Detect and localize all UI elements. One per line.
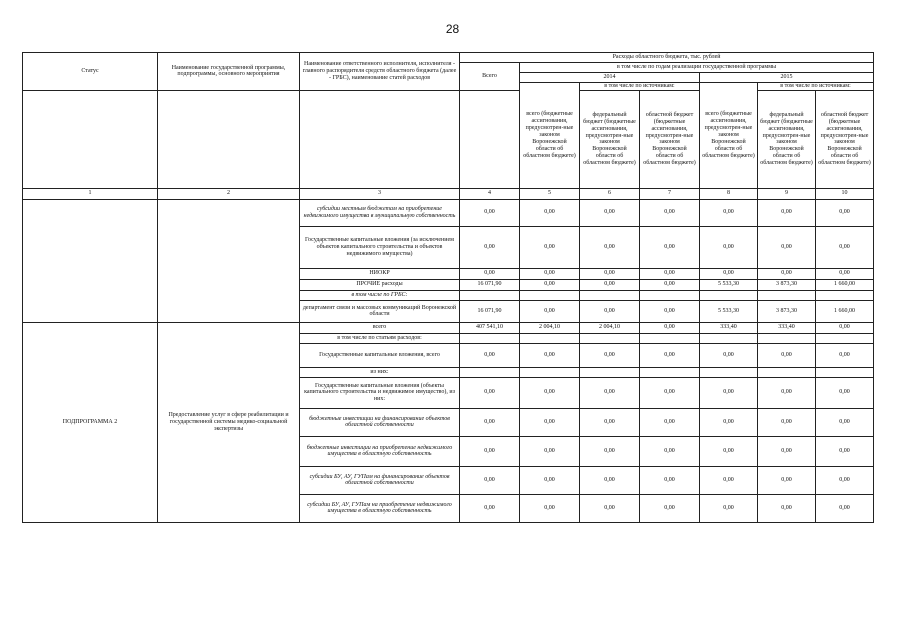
cell-value: 0,00 xyxy=(758,343,816,367)
cell-value: 0,00 xyxy=(580,494,640,522)
cell-value: 0,00 xyxy=(580,377,640,408)
cell-value: 0,00 xyxy=(700,226,758,268)
cell-value: 407 541,10 xyxy=(460,322,520,333)
cell-value: 0,00 xyxy=(460,343,520,367)
cell-empty xyxy=(520,333,580,343)
column-number: 2 xyxy=(158,188,300,199)
cell-value: 0,00 xyxy=(816,322,874,333)
cell-value: 0,00 xyxy=(758,466,816,494)
cell-empty xyxy=(700,333,758,343)
header-sources-2014: в том числе по источникам: xyxy=(580,83,700,91)
cell-value: 0,00 xyxy=(816,268,874,279)
cell-value: 0,00 xyxy=(460,199,520,226)
column-number: 4 xyxy=(460,188,520,199)
cell-value: 0,00 xyxy=(816,466,874,494)
cell-value: 0,00 xyxy=(580,268,640,279)
cell-value: 0,00 xyxy=(520,279,580,290)
cell-value: 0,00 xyxy=(640,343,700,367)
cell-value: 0,00 xyxy=(460,494,520,522)
cell-value: 0,00 xyxy=(758,377,816,408)
cell-value: 0,00 xyxy=(580,436,640,466)
row-label: Государственные капитальные вложения (за исключением объектов капитального строительства и объектов недвижимого имущества) xyxy=(300,226,460,268)
cell-value: 0,00 xyxy=(460,226,520,268)
cell-value: 0,00 xyxy=(758,268,816,279)
cell-value: 0,00 xyxy=(640,322,700,333)
cell-value: 0,00 xyxy=(580,199,640,226)
cell-value: 16 071,90 xyxy=(460,300,520,322)
cell-empty xyxy=(640,333,700,343)
cell-value: 0,00 xyxy=(758,494,816,522)
cell-value: 0,00 xyxy=(816,494,874,522)
cell-value: 0,00 xyxy=(520,466,580,494)
column-number: 1 xyxy=(23,188,158,199)
cell-value: 0,00 xyxy=(460,408,520,436)
header-all-2015: всего (бюджетные ассигнования, предусмотрен-ные законом Воронежской области об областном бюджете) xyxy=(700,83,758,189)
header-expenses-title: Расходы областного бюджета, тыс. рублей xyxy=(460,53,874,63)
header-federal-2014: федеральный бюджет (бюджетные ассигнования, предусмотрен-ные законом Воронежской области об областном бюджете) xyxy=(580,90,640,188)
cell-value: 0,00 xyxy=(520,343,580,367)
row-label: в том числе по статьям расходов: xyxy=(300,333,460,343)
cell-empty xyxy=(460,367,520,377)
table-row xyxy=(23,322,874,333)
header-by-years: в том числе по годам реализации государственной программы xyxy=(520,63,874,73)
cell-value: 0,00 xyxy=(700,494,758,522)
header-total: Всего xyxy=(460,63,520,91)
cell-value: 0,00 xyxy=(700,466,758,494)
header-program-name: Наименование государственной программы, подпрограммы, основного мероприятия xyxy=(158,53,300,91)
cell-value: 0,00 xyxy=(816,343,874,367)
header-regional-2014: областной бюджет (бюджетные ассигнования, предусмотрен-ные законом Воронежской области об областном бюджете) xyxy=(640,90,700,188)
cell-value: 0,00 xyxy=(580,408,640,436)
cell-value: 0,00 xyxy=(816,436,874,466)
cell-value: 0,00 xyxy=(700,268,758,279)
cell-empty xyxy=(640,367,700,377)
header-total-cont xyxy=(460,90,520,188)
column-number: 5 xyxy=(520,188,580,199)
cell-value: 0,00 xyxy=(758,226,816,268)
cell-value: 5 533,30 xyxy=(700,279,758,290)
cell-empty xyxy=(758,290,816,300)
cell-value: 333,40 xyxy=(700,322,758,333)
header-all-2014: всего (бюджетные ассигнования, предусмотрен-ные законом Воронежской области об областном бюджете) xyxy=(520,83,580,189)
cell-value: 0,00 xyxy=(700,377,758,408)
cell-value: 0,00 xyxy=(460,268,520,279)
cell-value: 0,00 xyxy=(460,466,520,494)
cell-empty xyxy=(640,290,700,300)
cell-value: 0,00 xyxy=(758,436,816,466)
name-cell-empty xyxy=(158,199,300,322)
cell-value: 0,00 xyxy=(640,466,700,494)
row-label: субсидии БУ, АУ, ГУПам на приобретение недвижимого имущества в областную собственность xyxy=(300,494,460,522)
cell-value: 0,00 xyxy=(460,436,520,466)
cell-value: 0,00 xyxy=(640,279,700,290)
subprogram-status: ПОДПРОГРАММА 2 xyxy=(23,322,158,522)
cell-value: 0,00 xyxy=(580,466,640,494)
header-status: Статус xyxy=(23,53,158,91)
cell-value: 1 660,00 xyxy=(816,279,874,290)
column-number: 10 xyxy=(816,188,874,199)
cell-value: 0,00 xyxy=(816,408,874,436)
cell-empty xyxy=(460,333,520,343)
cell-value: 0,00 xyxy=(816,226,874,268)
cell-value: 2 004,10 xyxy=(520,322,580,333)
cell-value: 0,00 xyxy=(580,343,640,367)
cell-value: 0,00 xyxy=(640,226,700,268)
cell-value: 0,00 xyxy=(520,408,580,436)
cell-value: 0,00 xyxy=(460,377,520,408)
cell-value: 0,00 xyxy=(700,343,758,367)
header-executor: Наименование ответственного исполнителя, исполнителя - главного распорядителя средств областного бюджета (далее - ГРБС), наименование статей расходов xyxy=(300,53,460,91)
cell-value: 1 660,00 xyxy=(816,300,874,322)
cell-empty xyxy=(580,333,640,343)
budget-table xyxy=(22,52,874,523)
cell-value: 0,00 xyxy=(520,377,580,408)
cell-empty xyxy=(816,367,874,377)
cell-value: 0,00 xyxy=(700,436,758,466)
cell-value: 0,00 xyxy=(520,436,580,466)
cell-value: 2 004,10 xyxy=(580,322,640,333)
column-number: 6 xyxy=(580,188,640,199)
cell-value: 3 873,30 xyxy=(758,300,816,322)
cell-empty xyxy=(460,290,520,300)
cell-value: 0,00 xyxy=(520,268,580,279)
cell-empty xyxy=(580,367,640,377)
subprogram-name: Предоставление услуг в сфере реабилитации и государственной системы медико-социальной экспертизы xyxy=(158,322,300,522)
row-label: департамент связи и массовых коммуникаций Воронежской области xyxy=(300,300,460,322)
header-program-cont xyxy=(158,90,300,188)
header-executor-cont xyxy=(300,90,460,188)
column-number: 7 xyxy=(640,188,700,199)
row-label: в том числе по ГРБС: xyxy=(300,290,460,300)
page-number: 28 xyxy=(445,22,460,36)
cell-value: 0,00 xyxy=(520,494,580,522)
row-label: субсидии БУ, АУ, ГУПам на финансирование объектов областной собственности xyxy=(300,466,460,494)
row-label: всего xyxy=(300,322,460,333)
cell-value: 333,40 xyxy=(758,322,816,333)
header-federal-2015: федеральный бюджет (бюджетные ассигнования, предусмотрен-ные законом Воронежской области об областном бюджете) xyxy=(758,90,816,188)
row-label: субсидии местным бюджетам на приобретение недвижимого имущества в муниципальную собственность xyxy=(300,199,460,226)
cell-empty xyxy=(520,290,580,300)
cell-empty xyxy=(758,333,816,343)
row-label: бюджетные инвестиции на финансирование объектов областной собственности xyxy=(300,408,460,436)
row-label: из них: xyxy=(300,367,460,377)
cell-value: 0,00 xyxy=(640,300,700,322)
cell-empty xyxy=(580,290,640,300)
cell-value: 0,00 xyxy=(700,408,758,436)
cell-value: 0,00 xyxy=(640,408,700,436)
cell-value: 5 533,30 xyxy=(700,300,758,322)
header-status-cont xyxy=(23,90,158,188)
row-label: ПРОЧИЕ расходы xyxy=(300,279,460,290)
row-label: Государственные капитальные вложения (объекты капитального строительства и недвижимое имущество), из них: xyxy=(300,377,460,408)
cell-empty xyxy=(816,290,874,300)
cell-value: 0,00 xyxy=(580,279,640,290)
cell-empty xyxy=(758,367,816,377)
cell-value: 0,00 xyxy=(758,199,816,226)
header-regional-2015: областной бюджет (бюджетные ассигнования, предусмотрен-ные законом Воронежской области об областном бюджете) xyxy=(816,90,874,188)
cell-value: 0,00 xyxy=(816,199,874,226)
cell-empty xyxy=(816,333,874,343)
status-cell-empty xyxy=(23,199,158,322)
header-sources-2015: в том числе по источникам: xyxy=(758,83,874,91)
header-year-2014: 2014 xyxy=(520,73,700,83)
table-row xyxy=(23,199,874,226)
cell-empty xyxy=(700,290,758,300)
cell-value: 16 071,90 xyxy=(460,279,520,290)
cell-value: 0,00 xyxy=(520,199,580,226)
header-year-2015: 2015 xyxy=(700,73,874,83)
row-label: Государственные капитальные вложения, всего xyxy=(300,343,460,367)
cell-value: 0,00 xyxy=(816,377,874,408)
cell-empty xyxy=(520,367,580,377)
row-label: НИОКР xyxy=(300,268,460,279)
cell-value: 0,00 xyxy=(640,436,700,466)
cell-value: 0,00 xyxy=(520,226,580,268)
cell-value: 0,00 xyxy=(520,300,580,322)
cell-value: 0,00 xyxy=(758,408,816,436)
cell-value: 0,00 xyxy=(640,268,700,279)
row-label: бюджетные инвестиции на приобретение недвижимого имущества в областную собственность xyxy=(300,436,460,466)
cell-value: 0,00 xyxy=(580,300,640,322)
cell-value: 0,00 xyxy=(640,199,700,226)
column-number: 3 xyxy=(300,188,460,199)
column-number: 8 xyxy=(700,188,758,199)
cell-value: 0,00 xyxy=(640,494,700,522)
cell-value: 0,00 xyxy=(700,199,758,226)
cell-empty xyxy=(700,367,758,377)
cell-value: 0,00 xyxy=(580,226,640,268)
cell-value: 3 873,30 xyxy=(758,279,816,290)
cell-value: 0,00 xyxy=(640,377,700,408)
column-number: 9 xyxy=(758,188,816,199)
